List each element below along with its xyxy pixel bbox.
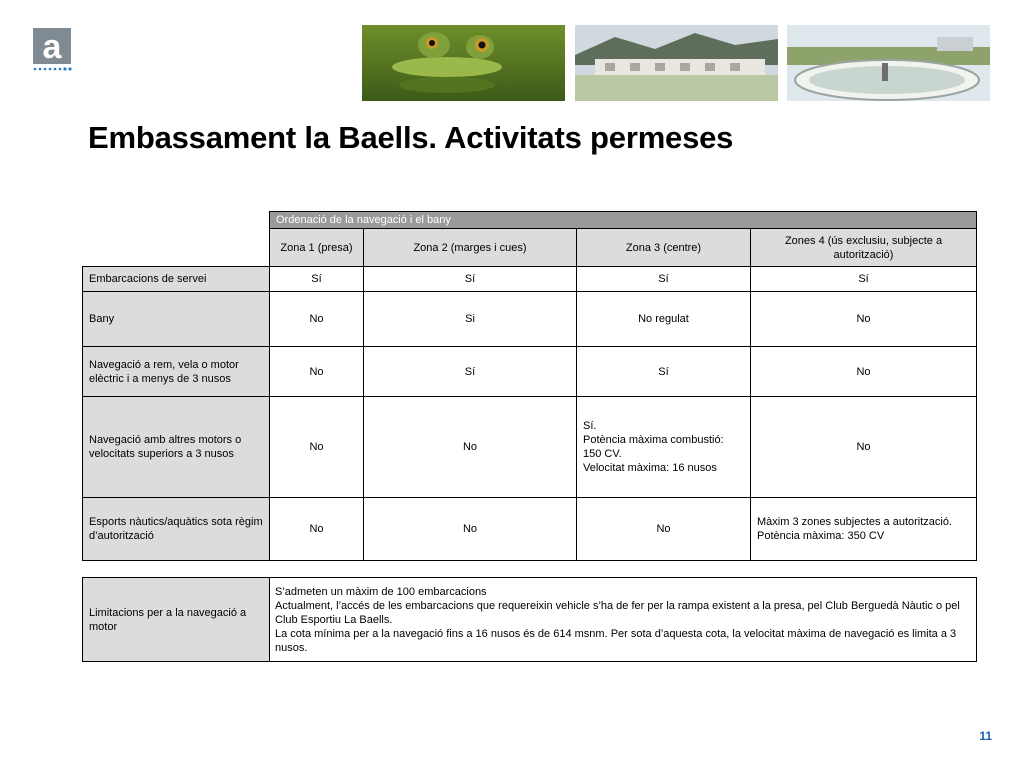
table-row [83, 267, 977, 292]
table-cell: Sí [364, 347, 577, 397]
table-row [83, 498, 977, 561]
dam-photo [575, 25, 778, 101]
table-cell: Sí [270, 267, 364, 292]
table-cell: No [751, 347, 977, 397]
row-label: Navegació amb altres motors o velocitats superiors a 3 nusos [83, 397, 270, 498]
row-label: Navegació a rem, vela o motor elèctric i a menys de 3 nusos [83, 347, 270, 397]
table-row [83, 347, 977, 397]
table-cell: No [270, 498, 364, 561]
corner-blank [83, 212, 270, 229]
limitations-line: S’admeten un màxim de 100 embarcacions [275, 585, 487, 598]
row-label: Bany [83, 292, 270, 347]
table-cell: Sí. Potència màxima combustió: 150 CV. Velocitat màxima: 16 nusos [577, 397, 751, 498]
limitations-table [82, 577, 977, 662]
page-number: 11 [979, 729, 992, 743]
limitations-label: Limitacions per a la navegació a motor [83, 578, 270, 662]
table-cell: No [270, 397, 364, 498]
column-header: Zona 1 (presa) [270, 229, 364, 267]
agency-logo [33, 28, 73, 72]
corner-blank [83, 229, 270, 267]
table-cell: Si [364, 292, 577, 347]
page-title: Embassament la Baells. Activitats permeses [88, 120, 734, 155]
table-cell: No [270, 292, 364, 347]
table-cell: Sí [577, 267, 751, 292]
limitations-line: La cota mínima per a la navegació fins a 16 nusos és de 614 msnm. Per sota d’aquesta cota, la velocitat màxima de navegació es limita a 3 nusos. [275, 627, 957, 654]
table-row [83, 397, 977, 498]
table-cell: No [364, 498, 577, 561]
table-cell: No regulat [577, 292, 751, 347]
frog-photo [362, 25, 565, 101]
table-cell: No [270, 347, 364, 397]
column-header: Zones 4 (ús exclusiu, subjecte a autorització) [751, 229, 977, 267]
table-cell: No [364, 397, 577, 498]
table-cell: No [751, 292, 977, 347]
limitations-line: Actualment, l’accés de les embarcacions que requereixin vehicle s’ha de fer per la rampa existent a la presa, pel Club Berguedà Nàutic o pel Club Esportiu La Baells. [275, 599, 960, 626]
table-cell: No [577, 498, 751, 561]
table-cell: Sí [577, 347, 751, 397]
svg-text:a: a [42, 28, 62, 66]
activities-table [82, 211, 977, 561]
table-cell: No [751, 397, 977, 498]
group-header: Ordenació de la navegació i el bany [270, 212, 977, 229]
row-label: Embarcacions de servei [83, 267, 270, 292]
table-row [83, 292, 977, 347]
column-header: Zona 3 (centre) [577, 229, 751, 267]
limitations-text [270, 578, 977, 662]
table-cell: Sí [364, 267, 577, 292]
table-cell: Màxim 3 zones subjectes a autorització. Potència màxima: 350 CV [751, 498, 977, 561]
row-label: Esports nàutics/aquàtics sota règim d’autorització [83, 498, 270, 561]
treatment-tank-photo [787, 25, 990, 101]
table-cell: Sí [751, 267, 977, 292]
column-header: Zona 2 (marges i cues) [364, 229, 577, 267]
